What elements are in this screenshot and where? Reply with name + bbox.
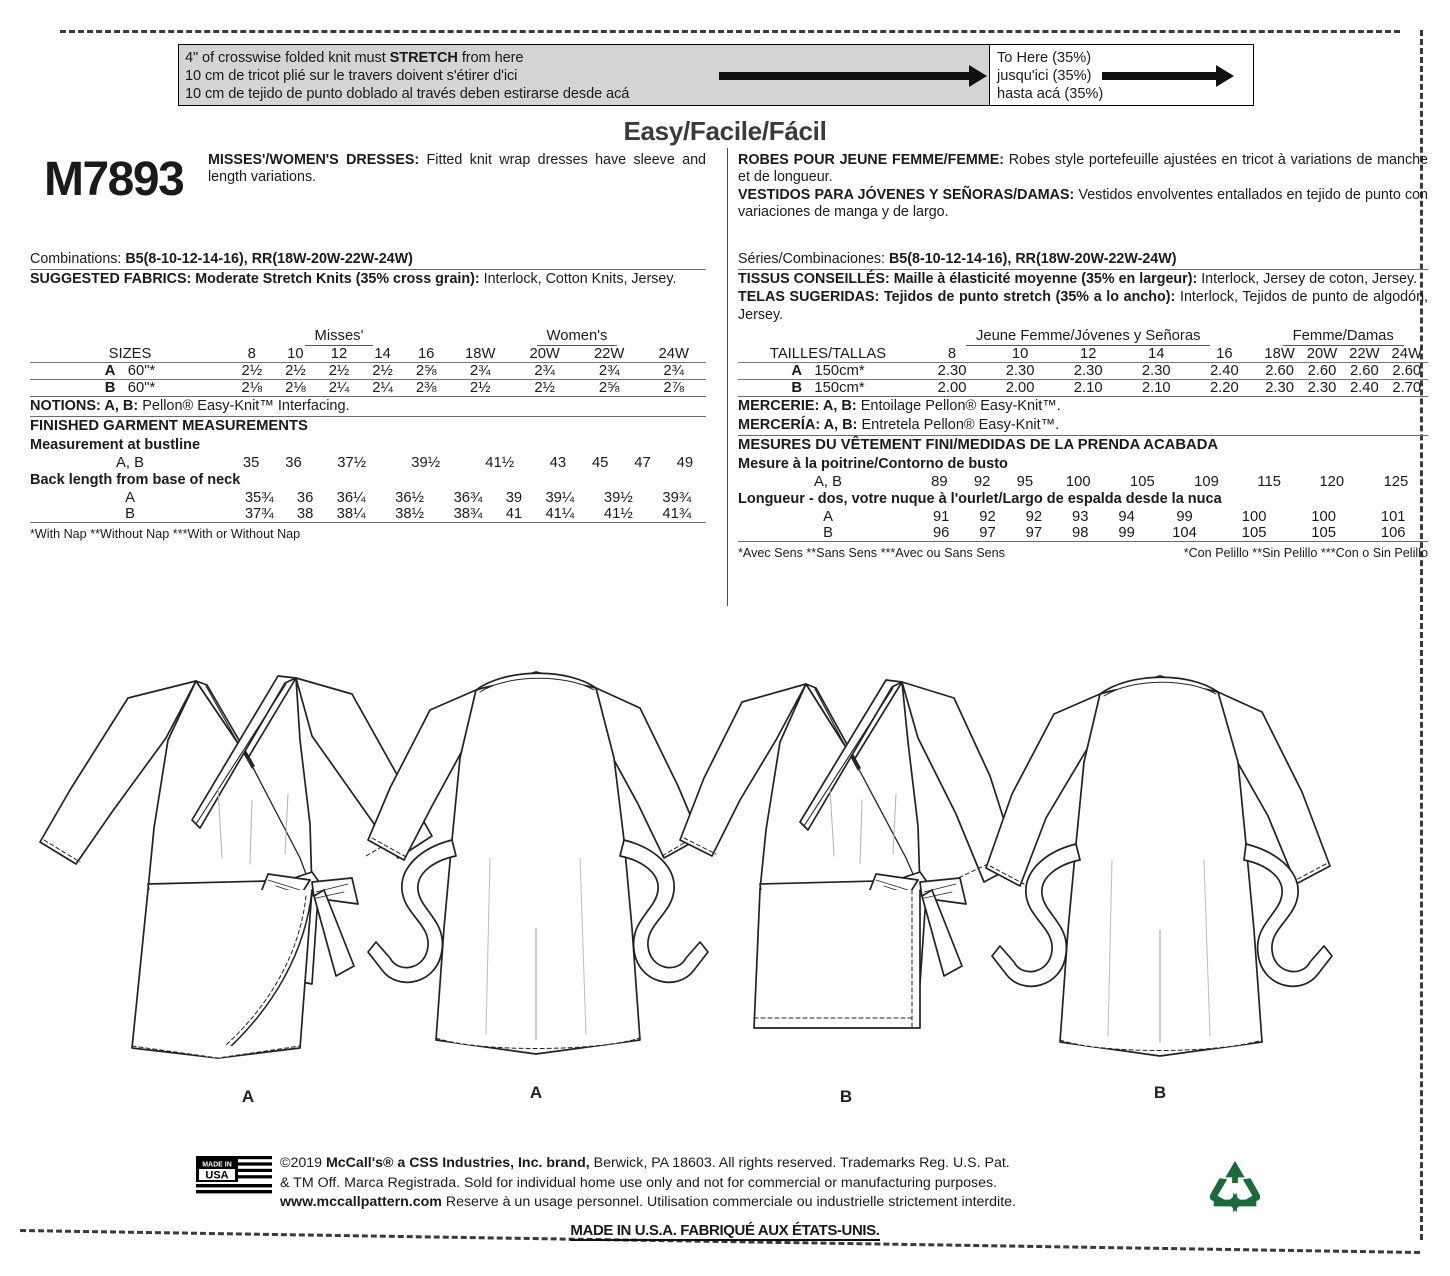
yardage-cell: 2.70: [1386, 380, 1428, 397]
bust-cell: 39½: [411, 455, 441, 472]
back-length-row-b: [738, 525, 1428, 541]
yardage-cell: 2.30: [1301, 380, 1343, 397]
footnote-en: [30, 523, 706, 543]
footnote-fr-es: [738, 542, 1428, 562]
back-length-cell: 99: [1176, 509, 1193, 526]
notions-fr: MERCERIE: A, B: Entoilage Pellon® Easy-Knit™.: [738, 398, 1061, 415]
yardage-cell: 2¾: [577, 363, 641, 380]
fabric-width: 150cm*: [814, 363, 865, 380]
bust-cell: 120: [1319, 474, 1345, 491]
size-cell: 22W: [593, 346, 625, 363]
suggested-fabrics-fr: TISSUS CONSEILLÉS: Maille à élasticité moyenne (35% en largeur): Interlock, Jersey de coton, Jersey.: [738, 271, 1418, 287]
nap-footnote: *With Nap **Without Nap ***With or Without Nap: [30, 527, 301, 542]
stretch-gauge: [178, 44, 1254, 106]
back-length-cell: 106: [1380, 525, 1406, 542]
back-length-cell: 36¾: [453, 490, 483, 507]
back-length-cell: 100: [1311, 509, 1336, 526]
back-length-cell: 41½: [603, 506, 633, 523]
yardage-cell: 2.40: [1343, 380, 1385, 397]
yardage-cell: 2.30: [1054, 363, 1122, 380]
yardage-cell: 2.60: [1258, 363, 1300, 380]
size-cell: 8: [947, 346, 957, 363]
bust-cell: 43: [549, 455, 567, 472]
back-length-cell: 39½: [603, 490, 633, 507]
yardage-cell: 2.30: [1258, 380, 1300, 397]
finished-measurements-title-fr-es: MESURES DU VÊTEMENT FINI/MEDIDAS DE LA PRENDA ACABADA: [738, 437, 1219, 454]
bust-cell: 95: [1016, 474, 1034, 491]
size-cell: 12: [330, 346, 348, 363]
group-header-misses: Misses': [305, 328, 374, 346]
bustline-label-en: Measurement at bustline: [30, 437, 201, 454]
back-length-cell: 97: [979, 525, 996, 542]
view-label: A: [125, 490, 135, 507]
english-description-block: [208, 152, 706, 187]
back-length-cell: 100: [1241, 509, 1267, 526]
back-length-cell: 98: [1072, 525, 1089, 542]
yardage-cell: 2⅛: [230, 380, 274, 397]
figure-view-a-front: [40, 676, 432, 1106]
stretch-line-es: 10 cm de tejido de punto doblado al través deben estirarse desde acá: [185, 86, 630, 103]
technical-line-drawings: [0, 628, 1450, 1128]
bust-cell: 89: [931, 474, 948, 491]
bust-table-en: [30, 455, 706, 471]
yardage-cell: 2.30: [918, 363, 986, 380]
figure-view-a-back: [368, 672, 708, 1102]
size-cell: 14: [1148, 346, 1165, 363]
yardage-cell: 2.20: [1190, 380, 1258, 397]
yardage-cell: 2½: [230, 363, 274, 380]
copyright-text: [280, 1154, 1200, 1213]
sizes-row: [30, 346, 706, 363]
group-header-femme-damas: Femme/Damas: [1283, 328, 1404, 346]
back-length-table-metric: [738, 509, 1428, 541]
back-length-cell: 36¼: [336, 490, 366, 507]
back-length-row-a: [30, 490, 706, 506]
bust-cell: 109: [1194, 474, 1219, 491]
bust-cell: 37½: [337, 455, 367, 472]
back-length-cell: 38½: [395, 506, 424, 523]
yardage-cell: 2.10: [1054, 380, 1122, 397]
to-here-fr: jusqu'ici (35%): [997, 68, 1092, 85]
back-length-cell: 38: [296, 506, 314, 523]
back-length-table-en: [30, 490, 706, 522]
copyright-line-2: & TM Off. Marca Registrada. Sold for individual home use only and not for commercial or manufacturing purposes.: [280, 1174, 998, 1191]
yardage-cell: 2⅛: [274, 380, 318, 397]
copyright-line-1: ©2019 McCall's® a CSS Industries, Inc. brand, Berwick, PA 18603. All rights reserved. Trademarks Reg. U.S. Pat.: [280, 1155, 1010, 1171]
nap-footnote-fr: *Avec Sens **Sans Sens ***Avec ou Sans Sens: [738, 546, 1005, 561]
view-label: B: [104, 380, 116, 397]
garment-description-en: MISSES'/WOMEN'S DRESSES: Fitted knit wrap dresses have sleeve and length variations.: [208, 152, 707, 186]
yardage-cell: 2¾: [641, 363, 706, 380]
back-length-label-en: Back length from base of neck: [30, 472, 241, 489]
yardage-row-a: [30, 363, 706, 380]
back-length-cell: 99: [1118, 525, 1135, 542]
yardage-cell: 2½: [274, 363, 318, 380]
back-length-label-fr-es: Longueur - dos, votre nuque à l'ourlet/Largo de espalda desde la nuca: [738, 491, 1222, 508]
size-cell: 16: [1216, 346, 1233, 363]
size-cell: 18W: [1264, 346, 1295, 363]
yardage-cell: 2.00: [918, 380, 986, 397]
back-length-row-a: [738, 509, 1428, 525]
view-label: A: [104, 363, 116, 380]
bust-cell: 125: [1383, 474, 1409, 491]
combinations-fr-es: Séries/Combinaciones: B5(8-10-12-14-16), RR(18W-20W-22W-24W): [738, 251, 1177, 267]
back-length-cell: 39¾: [662, 490, 692, 507]
difficulty-label: Easy/Facile/Fácil: [623, 116, 827, 146]
column-divider: [727, 148, 728, 606]
sizes-row: [738, 346, 1428, 363]
figure-label-b-front: B: [839, 1087, 853, 1106]
svg-text:USA: USA: [205, 1169, 229, 1182]
copyright-line-3: www.mccallpattern.com Reserve à un usage personnel. Utilisation commerciale ou industrielle strictement interdite.: [280, 1194, 1016, 1211]
notions-en: NOTIONS: A, B: Pellon® Easy-Knit™ Interfacing.: [30, 398, 350, 415]
combinations-en: Combinations: B5(8-10-12-14-16), RR(18W-20W-22W-24W): [30, 251, 413, 267]
yardage-cell: 2⅝: [404, 363, 448, 380]
size-cell: 14: [374, 346, 391, 363]
bust-cell: 49: [676, 455, 694, 472]
pattern-number: M7893: [44, 153, 184, 206]
stretch-line-fr: 10 cm de tricot plié sur le travers doivent s'étirer d'ici: [185, 68, 518, 85]
yardage-row-a: [738, 363, 1428, 380]
back-length-cell: 39: [505, 490, 523, 507]
yardage-cell: 2.00: [986, 380, 1054, 397]
website-link[interactable]: www.mccallpattern.com: [280, 1194, 442, 1211]
svg-text:MADE IN: MADE IN: [202, 1161, 232, 1169]
bust-cell: 45: [591, 455, 609, 472]
back-length-cell: 41¼: [545, 506, 575, 523]
bust-table-metric: [738, 474, 1428, 490]
back-length-cell: 35¾: [244, 490, 274, 507]
yardage-table-en: [30, 328, 706, 396]
back-length-cell: 101: [1380, 509, 1406, 526]
back-length-cell: 104: [1172, 525, 1197, 542]
size-cell: 24W: [658, 346, 689, 363]
bust-cell: 35: [242, 455, 260, 472]
nap-footnote-es: *Con Pelillo **Sin Pelillo ***Con o Sin Pelillo: [1183, 546, 1428, 561]
figure-view-b-front: [680, 680, 1018, 1106]
yardage-cell: 2.60: [1301, 363, 1343, 380]
finished-measurements-title-en: FINISHED GARMENT MEASUREMENTS: [30, 418, 308, 435]
back-length-cell: 92: [979, 509, 996, 526]
made-in-usa-badge-icon: [196, 1156, 272, 1200]
bust-cell: 92: [973, 474, 991, 491]
size-cell: 16: [417, 346, 435, 363]
bust-cell: 115: [1257, 474, 1281, 491]
bust-cell: 47: [634, 455, 651, 472]
figure-label-a-front: A: [241, 1087, 255, 1106]
back-length-cell: 93: [1072, 509, 1089, 526]
yardage-cell: 2¼: [317, 380, 361, 397]
made-in-usa-text: MADE IN U.S.A. FABRIQUÉ AUX ÉTATS-UNIS.: [570, 1222, 880, 1239]
back-length-cell: 105: [1311, 525, 1336, 542]
yardage-table-metric: [738, 328, 1428, 396]
back-length-cell: 91: [932, 509, 950, 526]
back-length-cell: 92: [1025, 509, 1043, 526]
yardage-cell: 2½: [317, 363, 361, 380]
view-label: A: [791, 363, 803, 380]
suggested-fabrics-en: SUGGESTED FABRICS: Moderate Stretch Knits (35% cross grain): Interlock, Cotton Knits, Jersey.: [30, 271, 677, 287]
to-here-es: hasta acá (35%): [997, 86, 1104, 103]
back-length-cell: 37¾: [244, 506, 274, 523]
yardage-cell: 2⅜: [404, 380, 448, 397]
back-length-cell: 97: [1025, 525, 1043, 542]
back-length-cell: 36: [296, 490, 314, 507]
bustline-label-fr-es: Mesure à la poitrine/Contorno de busto: [738, 456, 1008, 473]
back-length-cell: 94: [1118, 509, 1135, 526]
yardage-cell: 2¾: [512, 363, 576, 380]
fabric-width: 60"*: [127, 363, 156, 380]
figure-label-a-back: A: [529, 1083, 543, 1102]
yardage-cell: 2½: [448, 380, 512, 397]
bust-cell: 105: [1130, 474, 1155, 491]
size-cell: 20W: [1306, 346, 1338, 363]
size-cell: 10: [1011, 346, 1029, 363]
yardage-row-b: [30, 380, 706, 397]
yardage-cell: 2.60: [1386, 363, 1428, 380]
back-length-cell: 105: [1241, 525, 1267, 542]
bust-cell: 100: [1065, 474, 1091, 491]
size-cell: 18W: [464, 346, 496, 363]
yardage-cell: 2¼: [361, 380, 405, 397]
stretch-arrow-long-icon: [719, 72, 971, 80]
fabric-width: 60"*: [127, 380, 156, 397]
view-label: A, B: [814, 474, 842, 491]
back-length-row-b: [30, 506, 706, 522]
size-cell: 12: [1079, 346, 1097, 363]
bust-row: [30, 455, 706, 471]
figure-view-b-back: [986, 676, 1332, 1102]
size-cell: 8: [247, 346, 256, 363]
stretch-line-en: 4" of crosswise folded knit must STRETCH from here: [185, 50, 524, 66]
back-length-cell: 41¾: [662, 506, 692, 523]
suggested-fabrics-es: TELAS SUGERIDAS: Tejidos de punto stretch (35% a lo ancho): Interlock, Tejidos de punto de algodón, Jersey.: [738, 289, 1428, 323]
back-length-cell: 36½: [395, 490, 424, 507]
yardage-cell: 2.10: [1122, 380, 1190, 397]
yardage-cell: 2⅞: [641, 380, 706, 397]
back-length-cell: 38¼: [336, 506, 366, 523]
stretch-gauge-right: [989, 45, 1253, 105]
yardage-row-b: [738, 380, 1428, 397]
line-drawing-svg: [0, 628, 1450, 1128]
stretch-arrow-short-icon: [1102, 72, 1218, 80]
yardage-cell: 2.30: [1122, 363, 1190, 380]
view-label: B: [125, 506, 135, 523]
yardage-cell: 2½: [361, 363, 405, 380]
recycle-icon: [1204, 1156, 1266, 1218]
bust-row: [738, 474, 1428, 490]
size-cell: 10: [287, 346, 304, 363]
view-label: A: [823, 509, 833, 526]
view-label: A, B: [116, 455, 144, 472]
garment-description-fr: ROBES POUR JEUNE FEMME/FEMME: Robes style portefeuille ajustées en tricot à variations de manche et de longueur.: [738, 152, 1428, 186]
group-header-womens: Women's: [537, 328, 618, 346]
sizes-label-en: SIZES: [108, 346, 152, 363]
group-header-row: [738, 328, 1428, 346]
view-label: B: [823, 525, 833, 542]
bust-cell: 41½: [485, 455, 515, 472]
group-header-row: [30, 328, 706, 346]
yardage-cell: 2¾: [448, 363, 512, 380]
garment-description-es: VESTIDOS PARA JÓVENES Y SEÑORAS/DAMAS: Vestidos envolventes entallados en tejido de punto con variaciones de manga y de largo.: [738, 186, 1429, 221]
size-cell: 22W: [1349, 346, 1380, 363]
yardage-cell: 2.30: [986, 363, 1054, 380]
group-header-jeune-femme: Jeune Femme/Jóvenes y Señoras: [966, 328, 1211, 346]
yardage-cell: 2½: [512, 380, 576, 397]
multilingual-spec-block: [738, 250, 1428, 562]
yardage-cell: 2.40: [1190, 363, 1258, 380]
back-length-cell: 39¼: [545, 490, 575, 507]
back-length-cell: 96: [932, 525, 950, 542]
yardage-cell: 2.60: [1343, 363, 1385, 380]
fabric-width: 150cm*: [814, 380, 865, 397]
size-cell: 20W: [529, 346, 560, 363]
to-here-en: To Here (35%): [997, 50, 1092, 66]
multilingual-description-block: [738, 152, 1428, 222]
yardage-cell: 2⅝: [577, 380, 641, 397]
size-cell: 24W: [1391, 346, 1422, 363]
figure-label-b-back: B: [1153, 1083, 1167, 1102]
cut-line-top: [60, 30, 1400, 33]
notions-es: MERCERÍA: A, B: Entretela Pellon® Easy-Knit™.: [738, 417, 1060, 434]
bust-cell: 36: [285, 455, 302, 472]
english-spec-block: [30, 250, 706, 543]
sizes-label-fr-es: TAILLES/TALLAS: [769, 346, 887, 363]
stretch-gauge-left: [179, 45, 989, 105]
back-length-cell: 38¾: [453, 506, 483, 523]
back-length-cell: 41: [505, 506, 523, 523]
view-label: B: [791, 380, 803, 397]
